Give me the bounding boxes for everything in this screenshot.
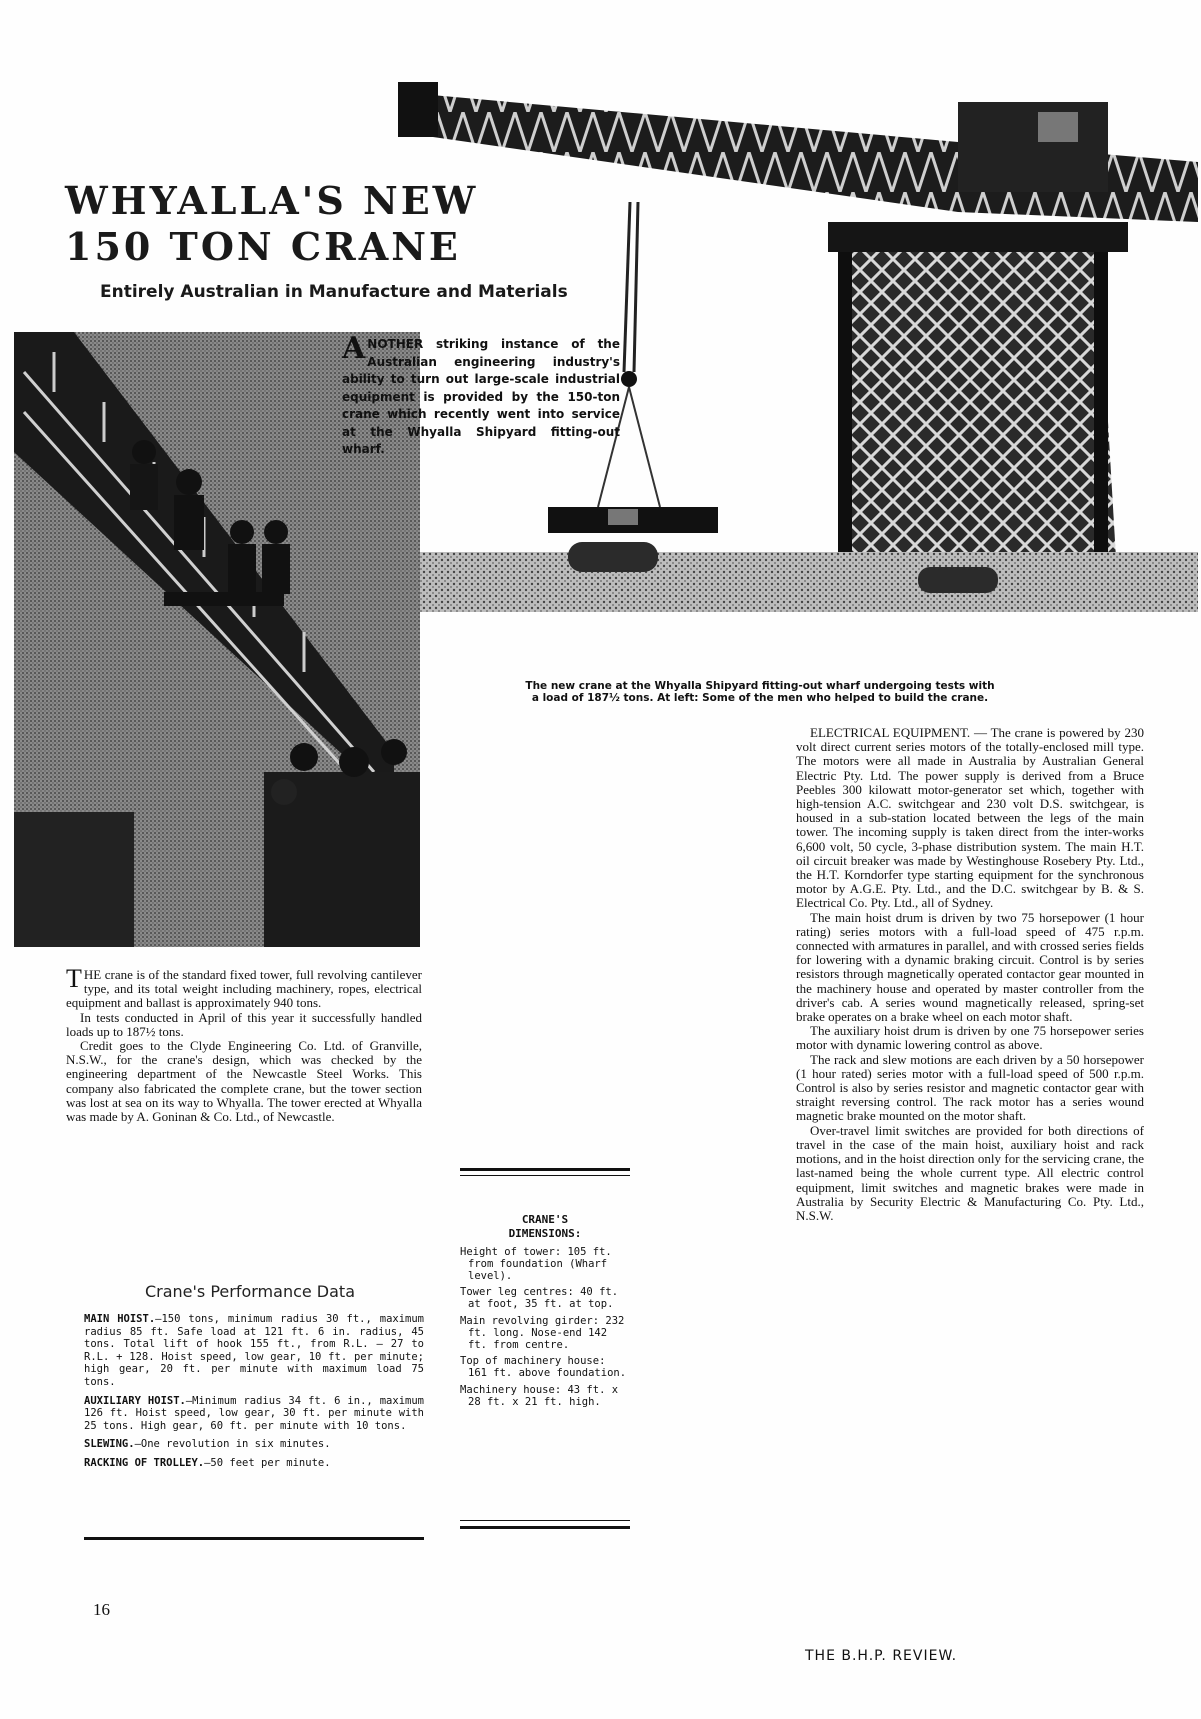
dims-bottom-rule-1 <box>460 1520 630 1521</box>
perf-slew-text: —One revolution in six minutes. <box>134 1438 331 1451</box>
right-paragraph-2: The main hoist drum is driven by two 75 horsepower (1 hour rating) series motors with a full-load speed of 475 r.p.m. connected with armatures in parallel, and with crossed series fields for lowering with a dynamic braking circuit. Control is by series resistors through magnetically operated contactor gear mounted in the machinery house and operated by master controller from the driver's cab. A series wound magnetically released, spring-set brake operates on a brake wheel on each motor shaft. <box>796 909 1144 1025</box>
perf-main-hoist <box>84 1313 424 1389</box>
perf-racking <box>84 1457 424 1470</box>
perf-rack-text: —50 feet per minute. <box>204 1456 331 1469</box>
dims-top-rule-1 <box>460 1168 630 1171</box>
electrical-heading: ELECTRICAL EQUIPMENT. — <box>810 725 987 740</box>
performance-heading: Crane's Performance Data <box>144 1282 356 1301</box>
perf-aux-hoist <box>84 1395 424 1433</box>
dims-bottom-rule-2 <box>460 1526 630 1529</box>
publication-footer: THE B.H.P. REVIEW. <box>805 1648 958 1664</box>
perf-main-label: MAIN HOIST. <box>84 1313 156 1325</box>
dimension-item: Tower leg centres: 40 ft. at foot, 35 ft. at top. <box>460 1286 619 1311</box>
left-paragraph-1-text: HE crane is of the standard fixed tower, full revolving cantilever type, and its total weight including machinery, ropes, electrical equipment and ballast is approximately 940 tons. <box>66 967 422 1011</box>
left-dropcap: T <box>66 964 82 993</box>
right-paragraph-1 <box>796 726 1144 911</box>
dimensions-title-1: CRANE'S <box>521 1213 569 1226</box>
right-paragraph-3: The auxiliary hoist drum is driven by one 75 horsepower series motor with dynamic lowering control as above. <box>796 1023 1144 1053</box>
intro-text: NOTHER striking instance of the Australian engineering industry's ability to turn out large-scale industrial equipment is provided by the 150-ton crane which recently went into service at the Whyalla Shipyard fitting-out wharf. <box>342 337 620 456</box>
intro-paragraph <box>342 331 620 459</box>
left-paragraph-3: Credit goes to the Clyde Engineering Co. Ltd. of Granville, N.S.W., for the crane's design, which was checked by the engineering department of the Newcastle Steel Works. This company also fabricated the complete crane, but the tower section was lost at sea on its way to Whyalla. The tower erected at Whyalla was made by A. Goninan & Co. Ltd., of Newcastle. <box>66 1038 422 1125</box>
caption-line-1: The new crane at the Whyalla Shipyard fitting-out wharf undergoing tests with <box>525 680 995 692</box>
right-column <box>796 726 1144 1223</box>
dimensions-title <box>460 1213 630 1241</box>
left-column <box>66 964 422 1125</box>
dimension-item: Top of machinery house: 161 ft. above foundation. <box>460 1355 627 1380</box>
perf-rack-label: RACKING OF TROLLEY. <box>84 1456 205 1469</box>
article-subtitle: Entirely Australian in Manufacture and Materials <box>100 282 568 302</box>
perf-aux-text: —Minimum radius 34 ft. 6 in., maximum 126 ft. Hoist speed, low gear, 30 ft. per minute with 25 tons. High gear, 60 ft. per minute with 10 tons. <box>84 1394 424 1432</box>
page-number: 16 <box>93 1600 110 1619</box>
dimension-item: Height of tower: 105 ft. from foundation (Wharf level). <box>460 1246 612 1282</box>
left-bottom-rule <box>84 1537 424 1540</box>
intro-dropcap: A <box>342 331 366 366</box>
photo-caption <box>460 680 1060 704</box>
right-paragraph-5: Over-travel limit switches are provided for both directions of travel in the case of the main hoist, auxiliary hoist and rack motions, and in the hoist direction only for the servicing crane, the last-named being the whole current type. All electric control equipment, limit switches and magnetic brakes were made in Australia by Security Electric & Manufacturing Co. Pty. Ltd., N.S.W. <box>796 1122 1144 1223</box>
dimensions-list <box>460 1247 630 1409</box>
right-paragraph-1-text: The crane is powered by 230 volt direct current series motors of the totally-enclosed mill type. The motors were all made in Australia by Australian General Electric Pty. Ltd. The power supply is derived from a Bruce Peebles 300 kilowatt motor-generator set which, together with high-tension A.C. switchgear and 230 volt D.S. switchgear, is housed in a sub-station located between the legs of the main tower. The incoming supply is taken direct from the inter-works 6,600 volt, 50 cycle, 3-phase distribution system. The main H.T. oil circuit breaker was made by Westinghouse Rosebery Pty. Ltd., the H.T. Korndorfer type starting equipment for the synchronous motor by A.G.E. Pty. Ltd., and the D.C. switchgear by B. & S. Electrical Co. Pty. Ltd., all of Sydney. <box>796 725 1145 911</box>
left-paragraph-2: In tests conducted in April of this year it successfully handled loads up to 187½ tons. <box>66 1009 422 1039</box>
perf-aux-label: AUXILIARY HOIST. <box>84 1394 186 1407</box>
perf-slewing <box>84 1438 424 1451</box>
title-line-1: WHYALLA'S NEW <box>65 178 479 223</box>
title-line-2: 150 TON CRANE <box>65 224 461 269</box>
performance-data <box>84 1313 424 1476</box>
right-paragraph-4: The rack and slew motions are each driven by a 50 horsepower (1 hour rated) series motor with a full-load speed of 500 r.p.m. Control is also by series resistor and magnetic contactor gear with straight reversing control. The rack motor has a series wound magnetic brake mounted on the motor shaft. <box>796 1051 1144 1124</box>
perf-slew-label: SLEWING. <box>84 1438 135 1451</box>
dims-top-rule-2 <box>460 1175 630 1176</box>
dimensions-box <box>460 1213 630 1414</box>
dimensions-title-2: DIMENSIONS: <box>508 1227 582 1240</box>
dimension-item: Machinery house: 43 ft. x 28 ft. x 21 ft. high. <box>460 1383 619 1408</box>
caption-line-2: a load of 187½ tons. At left: Some of the men who helped to build the crane. <box>531 692 989 704</box>
perf-main-text: —150 tons, minimum radius 30 ft., maximum radius 85 ft. Safe load at 121 ft. 6 in. radius, 45 tons. Total lift of hook 155 ft., from R.L. — 27 to R.L. + 128. Hoist speed, low gear, 10 ft. per minute; high gear, 20 ft. per minute with maximum load 75 tons. <box>84 1313 424 1388</box>
left-paragraph-1 <box>66 964 422 1011</box>
dimension-item: Main revolving girder: 232 ft. long. Nose-end 142 ft. from centre. <box>460 1314 625 1351</box>
